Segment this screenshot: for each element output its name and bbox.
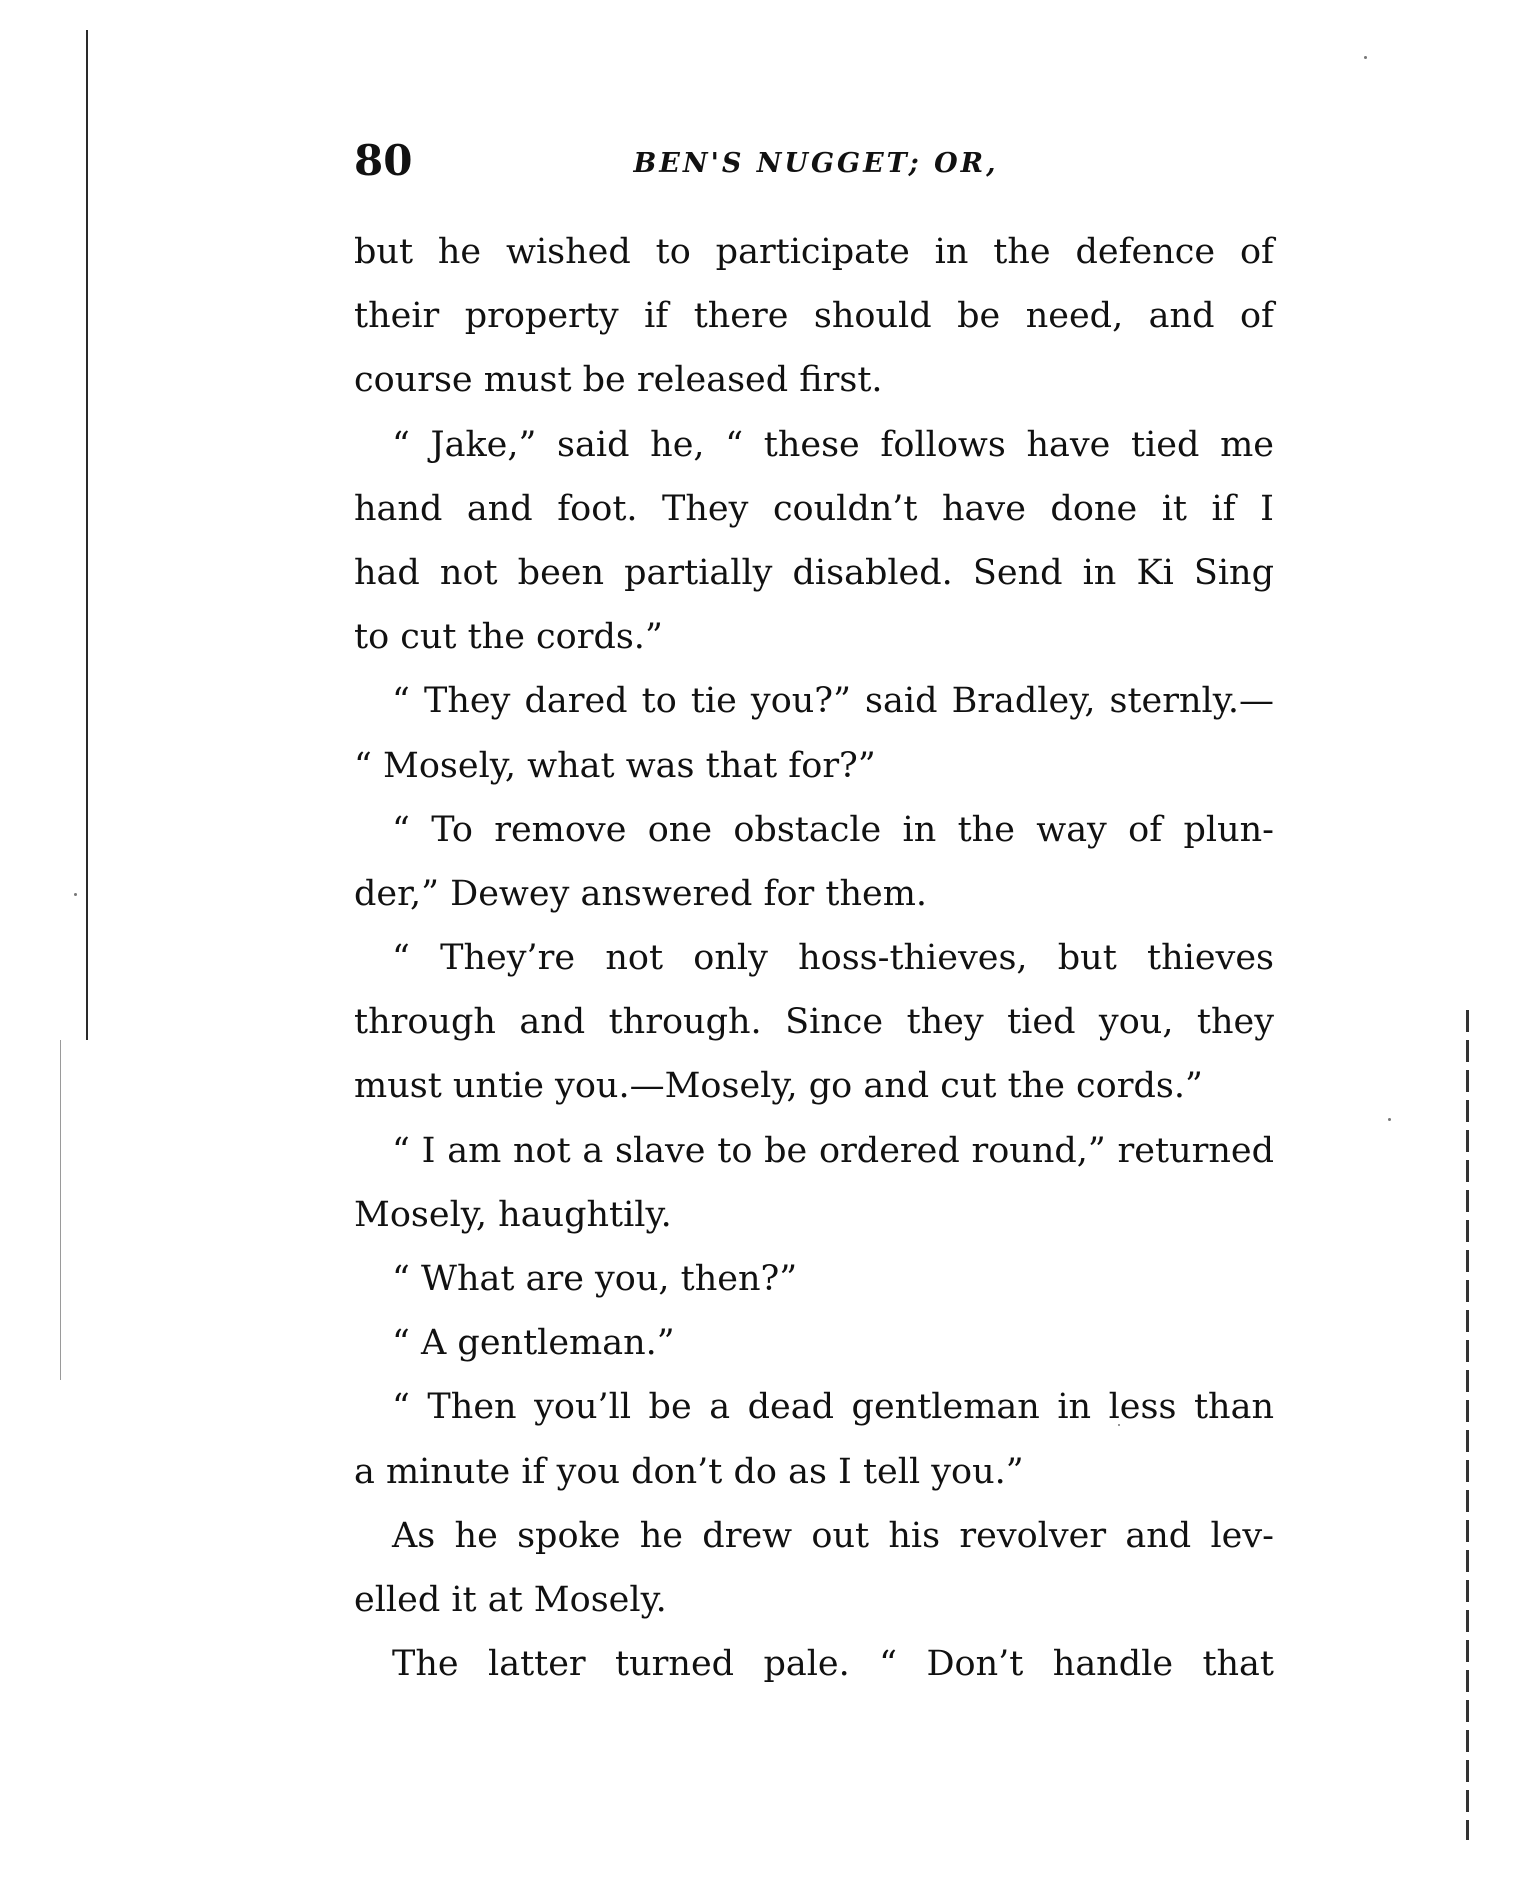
text-line: course must be released first. xyxy=(354,360,883,401)
scan-edge-line-faint xyxy=(60,1040,61,1380)
text-line: “ They dared to tie you?” said Bradley, sternly.— xyxy=(392,681,1274,722)
text-line: “ Mosely, what was that for?” xyxy=(354,745,876,786)
text-line: their property if there should be need, and of xyxy=(354,296,1274,337)
text-line: had not been partially disabled. Send in Ki Sing xyxy=(354,552,1274,593)
text-line: elled it at Mosely. xyxy=(354,1579,667,1620)
text-line: a minute if you don’t do as I tell you.” xyxy=(354,1451,1024,1492)
text-line: “ What are you, then?” xyxy=(392,1259,798,1299)
text-line: hand and foot. They couldn’t have done it if I xyxy=(354,488,1274,529)
text-line: The latter turned pale. “ Don’t handle that xyxy=(392,1644,1274,1685)
text-line: but he wished to participate in the defence of xyxy=(354,232,1274,272)
text-line: “ Then you’ll be a dead gentleman in less than xyxy=(392,1387,1274,1428)
page-header xyxy=(354,136,1278,196)
text-line: “ To remove one obstacle in the way of plun- xyxy=(392,809,1274,850)
text-line: must untie you.—Mosely, go and cut the cords.” xyxy=(354,1066,1203,1107)
scan-edge-line xyxy=(86,30,88,1040)
scan-speck xyxy=(1388,1118,1391,1121)
text-line: to cut the cords.” xyxy=(354,617,663,658)
body-text xyxy=(354,220,1274,1696)
scan-edge-line-right xyxy=(1466,1010,1469,1840)
text-line: der,” Dewey answered for them. xyxy=(354,873,928,914)
scan-speck xyxy=(1364,56,1367,59)
scan-speck xyxy=(74,893,77,896)
text-line: “ They’re not only hoss-thieves, but thieves xyxy=(392,938,1274,979)
page-number: 80 xyxy=(354,136,413,185)
text-line: “ I am not a slave to be ordered round,” returned xyxy=(392,1130,1274,1171)
text-line: “ A gentleman.” xyxy=(392,1323,675,1364)
text-line: Mosely, haughtily. xyxy=(354,1194,672,1235)
text-line: As he spoke he drew out his revolver and lev- xyxy=(392,1515,1274,1556)
running-head: BEN'S NUGGET; OR, xyxy=(633,148,999,179)
text-line: through and through. Since they tied you, they xyxy=(354,1002,1274,1043)
text-line: “ Jake,” said he, “ these follows have tied me xyxy=(392,424,1274,465)
